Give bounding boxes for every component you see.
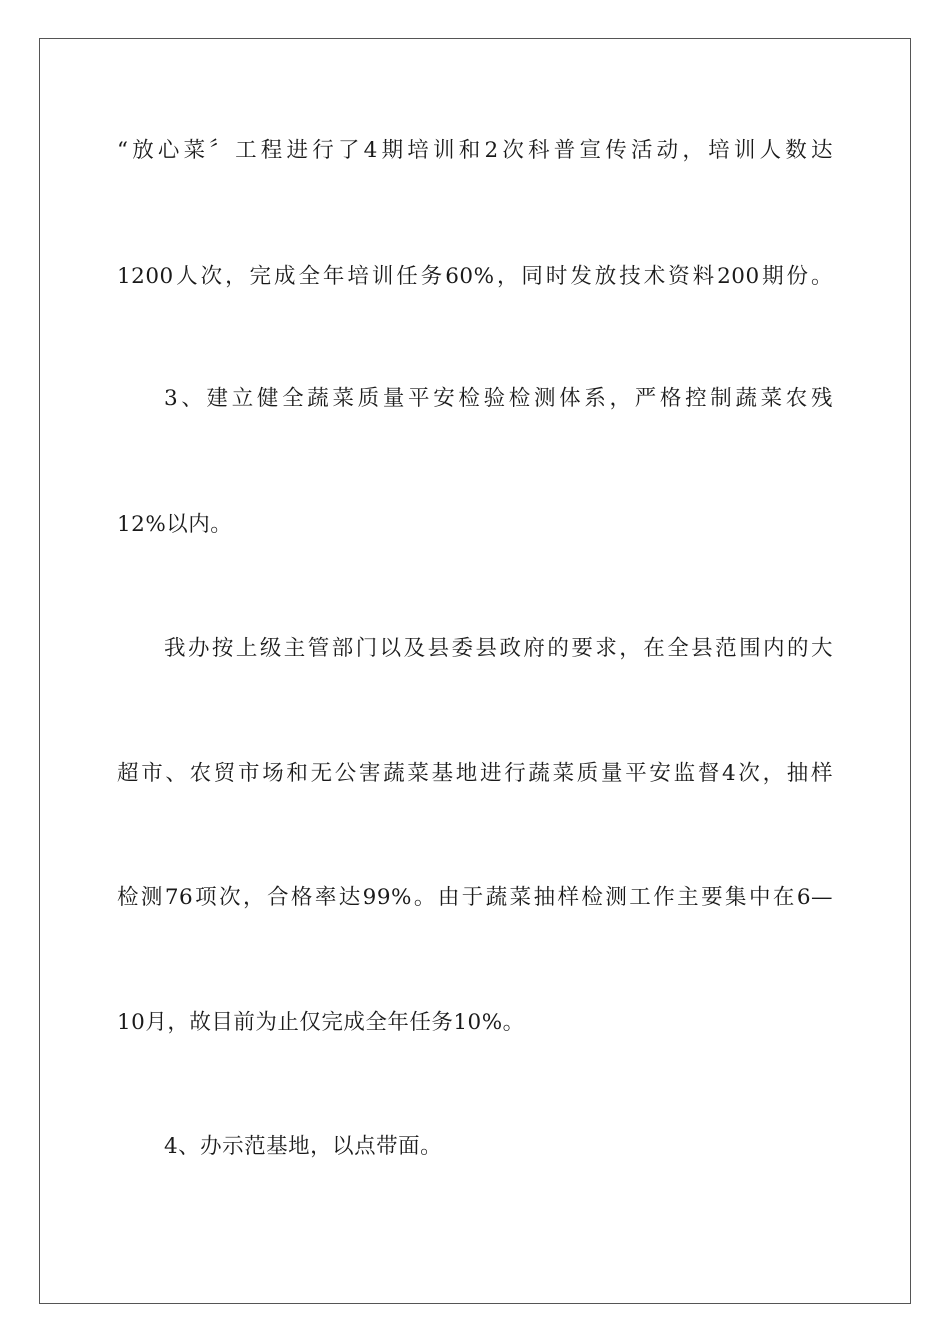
- section-3-heading-line-1: 3、建立健全蔬菜质量平安检验检测体系，严格控制蔬菜农残: [164, 386, 833, 411]
- paragraph-line-8: 10月，故目前为止仅完成全年任务10%。: [117, 1010, 525, 1035]
- page-frame: [39, 38, 911, 1304]
- paragraph-line-6: 超市、农贸市场和无公害蔬菜基地进行蔬菜质量平安监督4次，抽样: [117, 761, 833, 786]
- paragraph-line-2: 1200人次，完成全年培训任务60%，同时发放技术资料200期份。: [117, 264, 833, 289]
- paragraph-line-7: 检测76项次，合格率达99%。由于蔬菜抽样检测工作主要集中在6—: [117, 885, 833, 910]
- section-4-heading: 4、办示范基地，以点带面。: [164, 1134, 443, 1159]
- section-3-heading-line-2: 12%以内。: [117, 512, 233, 537]
- paragraph-line-5: 我办按上级主管部门以及县委县政府的要求，在全县范围内的大: [164, 636, 833, 661]
- paragraph-line-1: “放心菜〞工程进行了4期培训和2次科普宣传活动，培训人数达: [117, 138, 833, 163]
